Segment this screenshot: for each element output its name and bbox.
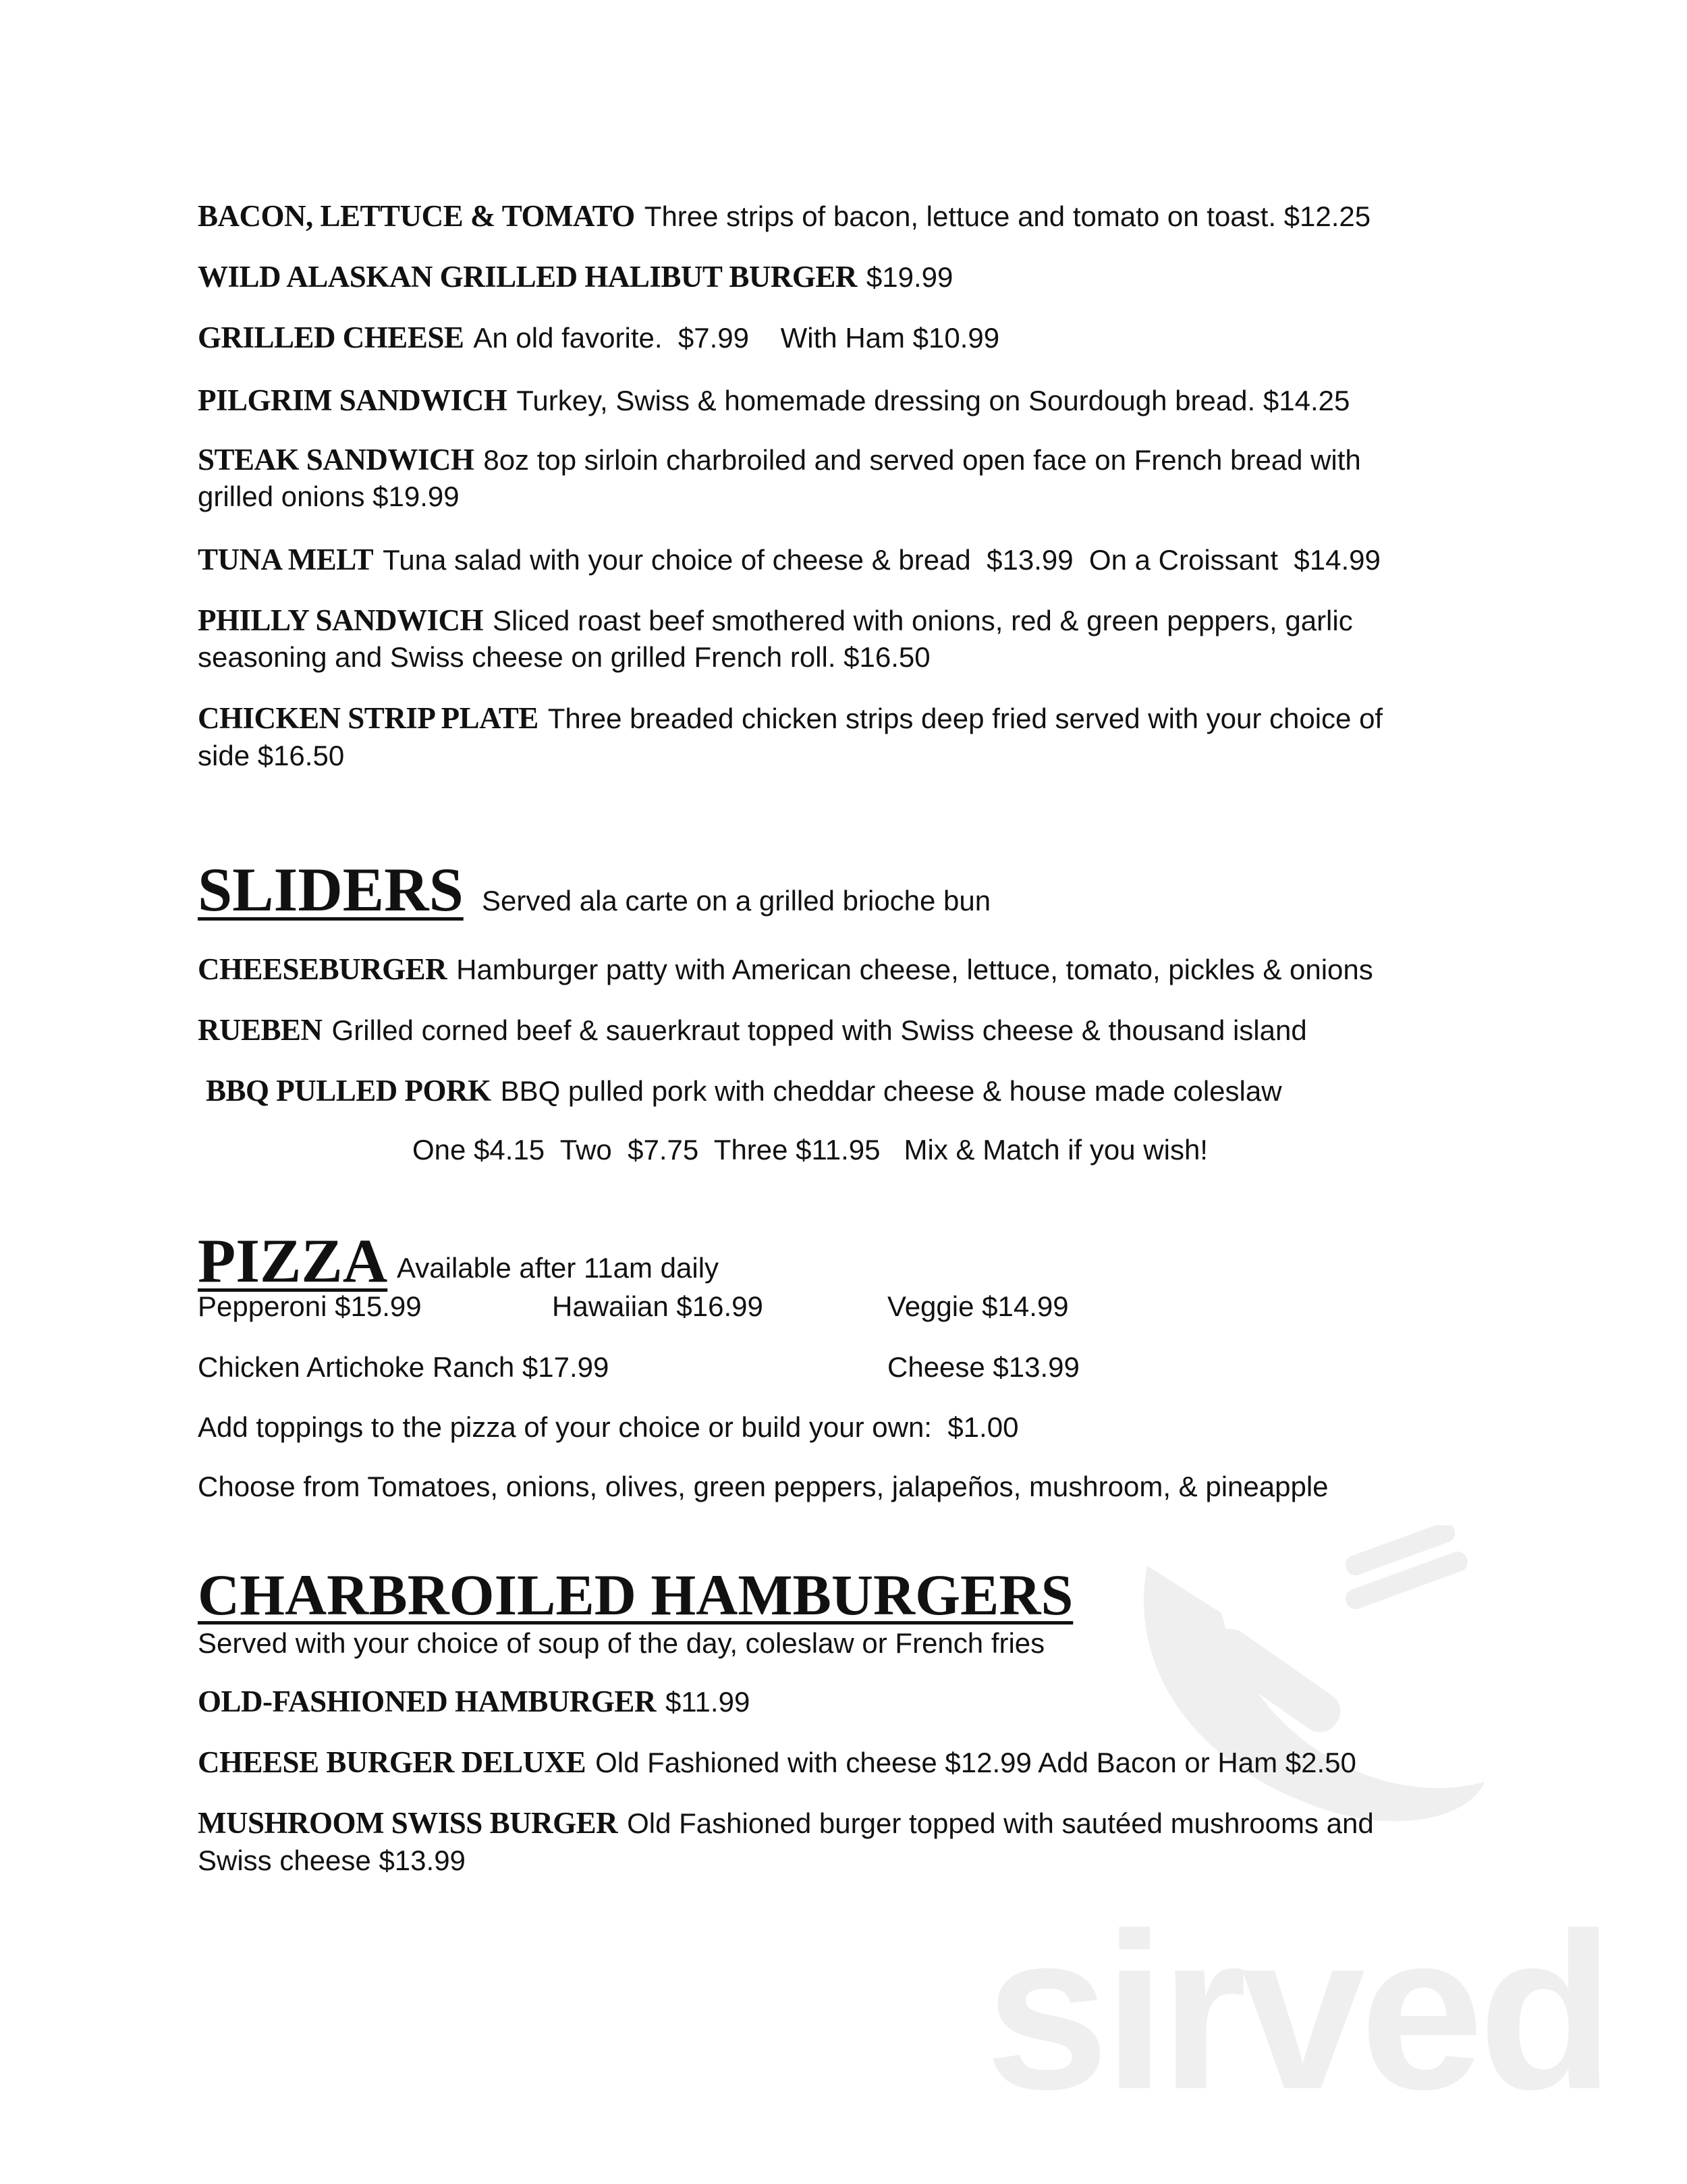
item-name: MUSHROOM SWISS BURGER bbox=[198, 1806, 618, 1840]
section-subtitle: Served with your choice of soup of the day, coleslaw or French fries bbox=[198, 1627, 1045, 1659]
item-desc-cont: seasoning and Swiss cheese on grilled French roll. $16.50 bbox=[198, 641, 931, 673]
menu-item bbox=[198, 541, 1381, 578]
item-desc: 8oz top sirloin charbroiled and served open face on French bread with bbox=[483, 444, 1361, 476]
item-desc: Hamburger patty with American cheese, lettuce, tomato, pickles & onions bbox=[456, 954, 1373, 985]
menu-item bbox=[198, 1683, 750, 1720]
pizza-item: Veggie $14.99 bbox=[887, 1290, 1069, 1322]
item-desc: $19.99 bbox=[866, 261, 953, 293]
menu-item bbox=[198, 258, 953, 296]
item-name: WILD ALASKAN GRILLED HALIBUT BURGER bbox=[198, 260, 857, 294]
item-desc: Old Fashioned with cheese $12.99 Add Bacon or Ham $2.50 bbox=[595, 1747, 1356, 1778]
item-name: GRILLED CHEESE bbox=[198, 321, 464, 354]
menu-item bbox=[198, 601, 1353, 639]
item-name: PILGRIM SANDWICH bbox=[198, 383, 507, 417]
item-name: CHEESEBURGER bbox=[198, 952, 447, 986]
pizza-item: Hawaiian $16.99 bbox=[552, 1290, 763, 1322]
item-name: BACON, LETTUCE & TOMATO bbox=[198, 199, 635, 233]
item-desc-cont: Swiss cheese $13.99 bbox=[198, 1845, 466, 1876]
item-name: CHEESE BURGER DELUXE bbox=[198, 1745, 586, 1779]
section-subtitle: Available after 11am daily bbox=[397, 1252, 719, 1284]
item-desc-cont: grilled onions $19.99 bbox=[198, 481, 460, 512]
item-desc: $11.99 bbox=[665, 1686, 750, 1718]
menu-item bbox=[198, 197, 1371, 235]
item-desc: Tuna salad with your choice of cheese & bread $13.99 On a Croissant $14.99 bbox=[383, 544, 1381, 576]
pizza-item: Cheese $13.99 bbox=[887, 1351, 1080, 1383]
menu-item bbox=[198, 950, 1373, 988]
item-desc: Grilled corned beef & sauerkraut topped with Swiss cheese & thousand island bbox=[331, 1014, 1307, 1046]
pizza-item: Chicken Artichoke Ranch $17.99 bbox=[198, 1351, 609, 1383]
menu-item bbox=[198, 1743, 1356, 1781]
item-desc-cont: side $16.50 bbox=[198, 740, 345, 771]
pizza-item: Pepperoni $15.99 bbox=[198, 1290, 422, 1322]
item-desc: Three breaded chicken strips deep fried served with your choice of bbox=[547, 703, 1383, 734]
section-title-sliders: SLIDERS bbox=[198, 855, 464, 924]
item-name: TUNA MELT bbox=[198, 543, 374, 576]
menu-item bbox=[206, 1072, 1282, 1110]
section-title-pizza: PIZZA bbox=[198, 1226, 388, 1295]
item-desc: Old Fashioned burger topped with sautéed mushrooms and bbox=[627, 1807, 1374, 1839]
item-name: OLD-FASHIONED HAMBURGER bbox=[198, 1685, 656, 1718]
menu-item bbox=[198, 381, 1350, 419]
menu-item bbox=[198, 699, 1383, 737]
item-desc: Turkey, Swiss & homemade dressing on Sourdough bread. $14.25 bbox=[516, 385, 1350, 416]
item-desc: Sliced roast beef smothered with onions, red & green peppers, garlic bbox=[493, 605, 1353, 636]
item-desc: Three strips of bacon, lettuce and tomato on toast. $12.25 bbox=[644, 200, 1371, 232]
menu-item bbox=[198, 441, 1361, 479]
item-name: PHILLY SANDWICH bbox=[198, 603, 484, 637]
section-title-burgers: CHARBROILED HAMBURGERS bbox=[198, 1562, 1074, 1627]
pizza-choices: Choose from Tomatoes, onions, olives, green peppers, jalapeños, mushroom, & pineapple bbox=[198, 1471, 1329, 1502]
menu-item bbox=[198, 1804, 1374, 1842]
watermark-text: sirved bbox=[985, 1886, 1609, 2135]
item-name: CHICKEN STRIP PLATE bbox=[198, 701, 538, 735]
item-name: STEAK SANDWICH bbox=[198, 443, 474, 476]
item-name: BBQ PULLED PORK bbox=[206, 1074, 491, 1108]
item-desc: An old favorite. $7.99 With Ham $10.99 bbox=[473, 322, 1000, 354]
section-subtitle: Served ala carte on a grilled brioche bun bbox=[482, 885, 991, 917]
menu-item bbox=[198, 1011, 1307, 1049]
item-desc: BBQ pulled pork with cheddar cheese & house made coleslaw bbox=[500, 1075, 1282, 1107]
pizza-toppings: Add toppings to the pizza of your choice or build your own: $1.00 bbox=[198, 1411, 1019, 1443]
item-name: RUEBEN bbox=[198, 1013, 323, 1047]
menu-item bbox=[198, 319, 999, 356]
slider-pricing: One $4.15 Two $7.75 Three $11.95 Mix & Match if you wish! bbox=[412, 1134, 1208, 1166]
